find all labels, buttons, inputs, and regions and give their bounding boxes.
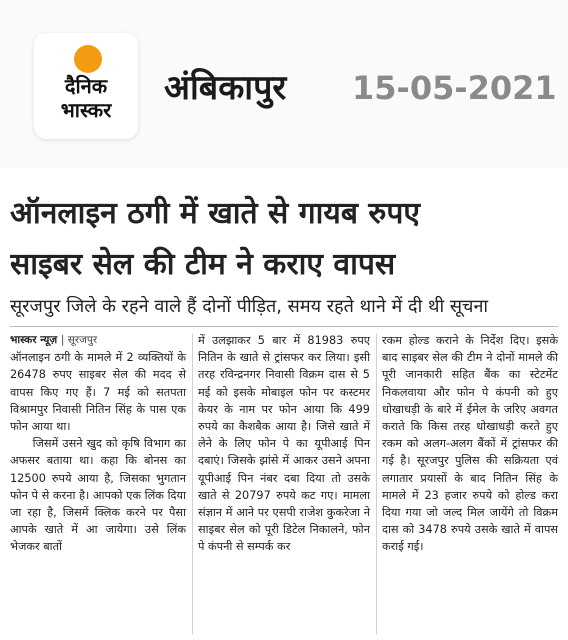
article-column-3 <box>382 332 558 556</box>
edition-city: अंबिकापुर <box>164 68 287 108</box>
dainik-bhaskar-logo <box>34 33 138 139</box>
paragraph: रकम होल्ड कराने के निर्देश दिए। इसके बाद साइबर सेल की टीम ने दोनों मामले की पूरी जानकारी सहित बैंक का स्टेटमेंट निकलवाया और फोन पे कंपनी को हुए धोखाधड़ी के बारे में ईमेल के जरिए अवगत कराते कि किस तरह धोखाधड़ी करते हुए रकम को अलग-अलग बैंकों में ट्रांसफर की गई है। सूरजपुर पुलिस की सक्रियता एवं लगातार प्रयासों के बाद नितिन सिंह के मामले में 23 हजार रुपये को होल्ड करा दिया गया जो जल्द मिल जायेंगे तो विक्रम दास को 3478 रुपये उसके खाते में वापस कराई गई। <box>382 334 558 554</box>
byline <box>10 332 186 349</box>
paragraph: ऑनलाइन ठगी के मामले में 2 व्यक्तियों के 26478 रुपए साइबर सेल की मदद से वापस किए गए हैं। 7 मई को सतपता विश्रामपुर निवासी नितिन सिंह के पास एक फोन आया था। <box>10 351 186 434</box>
sun-icon <box>74 45 102 73</box>
logo-text-line2: भास्कर <box>60 98 112 122</box>
headline-line2: साइबर सेल की टीम ने कराए वापस <box>10 247 396 282</box>
article-column-2 <box>198 332 370 556</box>
logo-text-line1: दैनिक <box>64 74 108 98</box>
byline-source: भास्कर न्यूज़ <box>10 334 58 346</box>
masthead <box>0 0 568 168</box>
byline-place: | सूरजपुर <box>60 334 98 346</box>
divider <box>10 326 558 327</box>
paragraph: में उलझाकर 5 बार में 81983 रुपए नितिन के खाते से ट्रांसफर कर लिया। इसी तरह रविन्द्रनगर निवासी विक्रम दास से 5 मई को इसके मोबाइल फोन पर कस्टमर केयर के नाम पर फोन आया कि 499 रुपये का कैशबैक आया है। जिसे खाते में लेने के लिए फोन पे का यूपीआई पिन दबाएं। जिसके झांसे में आकर उसने अपना यूपीआई पिन नंबर दबा दिया तो उसके खाते से 20797 रुपये कट गए। मामला संज्ञान में आने पर एसपी राजेश कुकरेजा ने साइबर सेल को पूरी डिटेल निकालने, फोन पे कंपनी से सम्पर्क कर <box>198 334 370 554</box>
paragraph: जिसमें उसने खुद को कृषि विभाग का अफसर बताया था। कहा कि बोनस का 12500 रुपये आया है, जिसका भुगतान फोन पे से करना है। आपको एक लिंक दिया जा रहा है, जिसमें क्लिक करने पर पैसा आपके खाते में आ जायेगा। उसे लिंक भेजकर बातों <box>10 437 186 554</box>
edition-date: 15-05-2021 <box>352 69 557 107</box>
column-divider <box>376 334 377 634</box>
subheadline: सूरजपुर जिले के रहने वाले हैं दोनों पीड़ित, समय रहते थाने में दी थी सूचना <box>10 296 489 317</box>
column-divider <box>192 334 193 634</box>
headline-line1: ऑनलाइन ठगी में खाते से गायब रुपए <box>10 196 420 231</box>
article-column-1 <box>10 332 186 556</box>
